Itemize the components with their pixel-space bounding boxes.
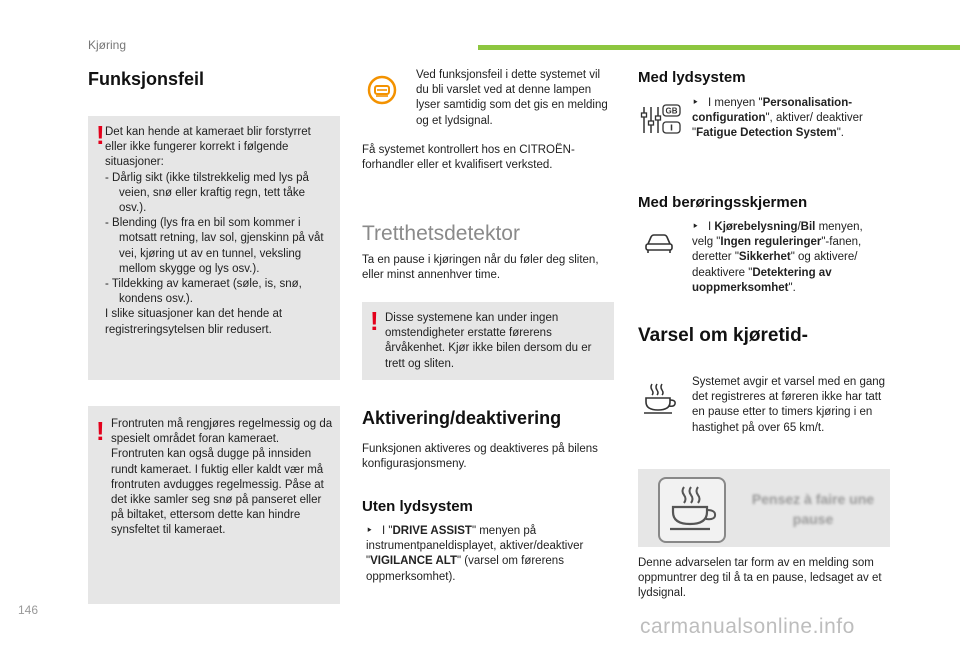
coffee-cup-icon <box>658 477 726 543</box>
menu-item-sikkerhet: Sikkerhet <box>738 251 791 264</box>
text-fragment: ". <box>836 127 844 140</box>
menu-item-fatigue-detection: Fatigue Detection System <box>696 127 837 140</box>
med-lydsystem-heading: Med lydsystem <box>638 69 746 86</box>
text-fragment: I " <box>382 525 393 537</box>
audio-settings-icon <box>640 103 682 137</box>
text-fragment: ". <box>788 281 796 294</box>
text-fragment: " og aktivere/ deaktivere " <box>692 251 858 279</box>
dealer-check-text: Få systemet kontrollert hos en CITROËN-forhandler eller et kvalifisert verksted. <box>362 144 575 172</box>
text-fragment: " menyen på instrumentpaneldisplayet, aktiver/deaktiver " <box>366 525 584 568</box>
pause-notice-message: Pensez à faire une pause <box>751 491 875 527</box>
fault-lamp-text: Ved funksjonsfeil i dette systemet vil du bli varslet ved at denne lampen lyser samtidig som det gis en melding og et lydsignal. <box>416 69 608 127</box>
kjoretid-text: Systemet avgir et varsel med en gang det registreres at føreren ikke har tatt en pause etter to timers kjøring i en hastighet på over 65 km/t. <box>692 376 886 434</box>
text-fragment: I <box>708 221 715 233</box>
funksjonsfeil-heading: Funksjonsfeil <box>88 69 205 89</box>
warning-vigilance-text: Disse systemene kan under ingen omstendigheter erstatte førerens årvåkenhet. Kjør ikke bilen dersom du er trett og sliten. <box>385 312 592 370</box>
beroringsskjermen-instruction <box>692 220 882 296</box>
coffee-cup-icon <box>642 382 678 416</box>
page-number: 146 <box>18 603 39 617</box>
menu-item-vigilance-alt: VIGILANCE ALT <box>370 555 457 568</box>
warning-exclamation-icon: ! <box>370 306 379 336</box>
watermark: carmanualsonline.info <box>640 615 855 638</box>
menu-name-kjorebelysning: Kjørebelysning <box>714 221 798 233</box>
arrow-bullet-icon: ‣ <box>692 221 699 233</box>
warning-box-camera <box>88 116 340 380</box>
menu-name-personalisation: Personalisation-configuration <box>692 97 853 125</box>
text-fragment: menyen, velg " <box>692 221 863 249</box>
uten-lydsystem-instruction <box>366 524 612 585</box>
final-warning-text: Denne advarselen tar form av en melding som oppmuntrer deg til å ta en pause, ledsaget av et lydsignal. <box>638 557 882 600</box>
text-fragment: I menyen " <box>708 97 763 109</box>
gb-label: GB <box>665 106 678 116</box>
warning-list-item: - Tildekking av kameraet (søle, is, snø, kondens osv.). <box>105 278 302 306</box>
warning-outro: I slike situasjoner kan det hende at registreringsytelsen blir redusert. <box>105 308 283 336</box>
tretthet-text: Ta en pause i kjøringen når du føler deg sliten, eller minst annenhver time. <box>362 254 599 282</box>
header-accent-bar <box>478 45 960 50</box>
warning-windscreen-text: Frontruten må rengjøres regelmessig og da spesielt området foran kameraet. Frontruten kan også dugge på innsiden rundt kameraet. I fuktig eller kaldt vær må frontruten avdugges regelmessig. Påse at det ikke samler seg snø på panseret eller på biltaket, ettersom dette kan hindre synsfeltet til kameraet. <box>111 418 333 537</box>
tab-ingen-reguleringer: Ingen reguleringer <box>720 236 822 249</box>
warning-box-vigilance <box>362 302 614 380</box>
warning-list-item: - Blending (lys fra en bil som kommer i motsatt retning, lav sol, gjenskinn på våt vei, kjøring ut av en tunnel, veksling mellom skygge og lys osv.). <box>105 217 324 275</box>
menu-name-drive-assist: DRIVE ASSIST <box>392 525 472 537</box>
med-lydsystem-instruction <box>692 96 882 142</box>
warning-exclamation-icon: ! <box>96 416 105 446</box>
pause-notice-screen <box>638 469 890 547</box>
car-icon <box>644 232 674 254</box>
section-label: Kjøring <box>88 38 127 52</box>
warning-intro: Det kan hende at kameraet blir forstyrret eller ikke fungerer korrekt i følgende situasjoner: <box>105 126 311 169</box>
warning-list-item: - Dårlig sikt (ikke tilstrekkelig med lys på veien, snø eller kraftig regn, tett tåke osv.). <box>105 171 309 215</box>
menu-name-bil: Bil <box>800 221 816 233</box>
tretthetsdetektor-heading: Tretthetsdetektor <box>362 222 520 245</box>
varsel-kjoretid-heading: Varsel om kjøretid- <box>638 325 809 346</box>
text-fragment: " (varsel om førerens oppmerksomhet). <box>366 555 564 583</box>
arrow-bullet-icon: ‣ <box>692 97 699 109</box>
arrow-bullet-icon: ‣ <box>366 525 373 537</box>
aktivering-heading: Aktivering/deaktivering <box>362 408 562 428</box>
fatigue-warning-lamp-icon <box>367 75 397 105</box>
warning-box-windscreen <box>88 406 340 604</box>
text-fragment: ", aktiver/ deaktiver " <box>692 112 863 140</box>
menu-item-detektering: Detektering av uoppmerksomhet <box>692 266 832 294</box>
uten-lydsystem-heading: Uten lydsystem <box>362 498 473 515</box>
text-fragment: "-fanen, deretter " <box>692 236 862 264</box>
warning-exclamation-icon: ! <box>96 120 105 150</box>
med-beroringsskjermen-heading: Med berøringsskjermen <box>638 194 808 211</box>
aktivering-text: Funksjonen aktiveres og deaktiveres på bilens konfigurasjonsmeny. <box>362 443 598 471</box>
text-fragment: / <box>797 221 801 233</box>
warning-box-camera-text <box>105 125 333 338</box>
